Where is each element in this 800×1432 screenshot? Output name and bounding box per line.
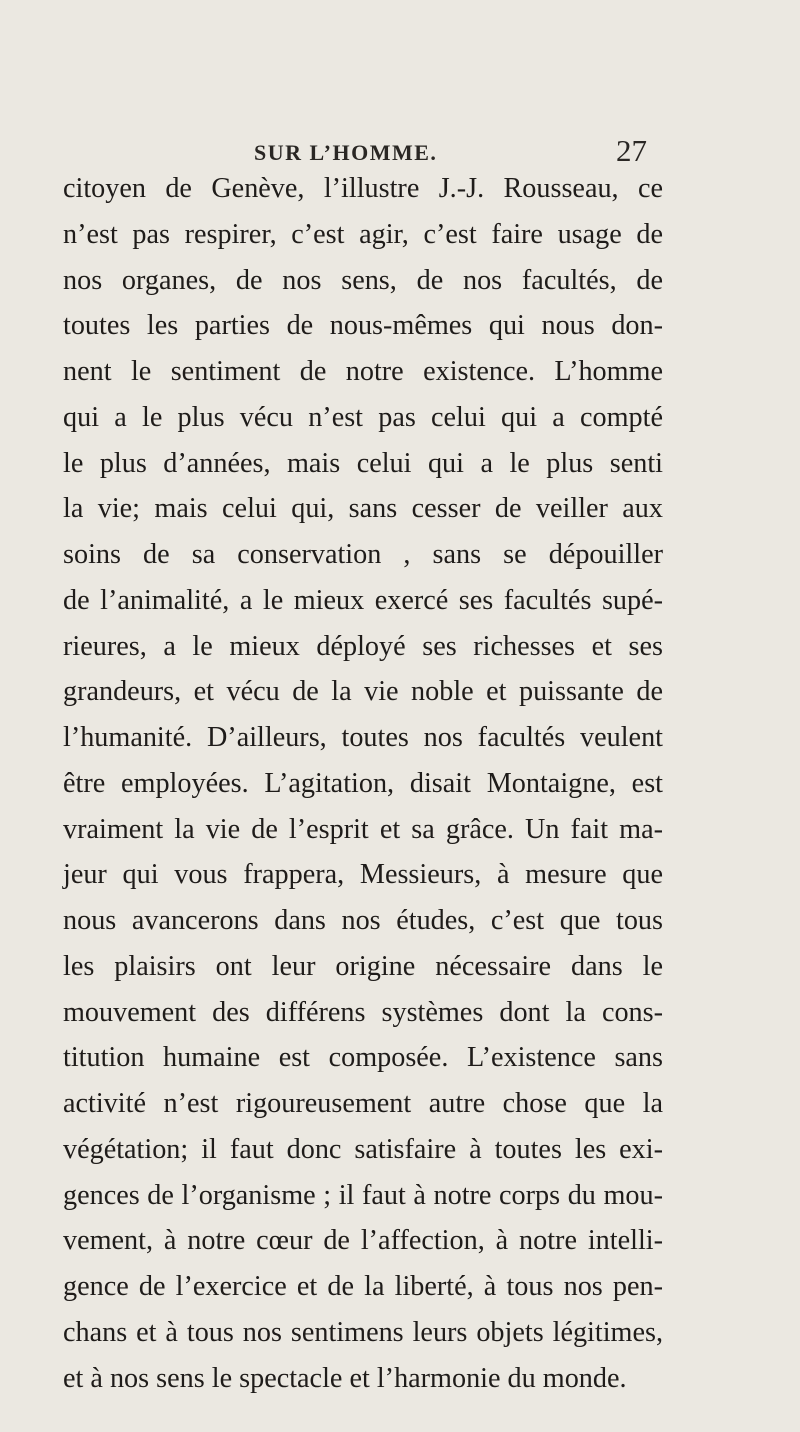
text-line: nent le sentiment de notre existence. L’homme xyxy=(63,356,663,387)
text-line: les plaisirs ont leur origine nécessaire dans le xyxy=(63,950,663,982)
text-line: titution humaine est composée. L’existence sans xyxy=(63,1042,663,1074)
text-line: n’est pas respirer, c’est agir, c’est faire usage de xyxy=(63,218,663,250)
text-line: rieures, a le mieux déployé ses richesses et ses xyxy=(63,630,663,662)
text-line: grandeurs, et vécu de la vie noble et puissante de xyxy=(63,676,663,708)
text-line: nos organes, de nos sens, de nos facultés, de xyxy=(63,264,663,296)
text-line: le plus d’années, mais celui qui a le plus senti xyxy=(63,447,663,479)
text-line: et à nos sens le spectacle et l’harmonie du monde. xyxy=(63,1362,627,1394)
text-line: être employées. L’agitation, disait Montaigne, est xyxy=(63,767,663,799)
page-number: 27 xyxy=(616,133,647,168)
text-line: soins de sa conservation , sans se dépouiller xyxy=(63,539,663,570)
running-head: SUR L’HOMME. xyxy=(254,140,438,165)
text-line: de l’animalité, a le mieux exercé ses facultés supé- xyxy=(63,584,663,616)
body-text xyxy=(63,166,663,1401)
text-line: vraiment la vie de l’esprit et sa grâce. Un fait ma- xyxy=(63,813,663,845)
text-line: jeur qui vous frappera, Messieurs, à mesure que xyxy=(63,859,663,891)
text-line: gence de l’exercice et de la liberté, à tous nos pen- xyxy=(63,1271,663,1302)
text-line: l’humanité. D’ailleurs, toutes nos facultés veulent xyxy=(63,722,663,753)
text-line: mouvement des différens systèmes dont la cons- xyxy=(63,996,663,1028)
text-line: végétation; il faut donc satisfaire à toutes les exi- xyxy=(63,1133,663,1165)
text-line: citoyen de Genève, l’illustre J.-J. Rousseau, ce xyxy=(63,173,663,204)
text-line: nous avancerons dans nos études, c’est que tous xyxy=(63,905,663,936)
text-line: vement, à notre cœur de l’affection, à notre intelli- xyxy=(63,1225,663,1257)
text-line: toutes les parties de nous-mêmes qui nous don- xyxy=(63,310,663,342)
text-line: gences de l’organisme ; il faut à notre corps du mou- xyxy=(63,1179,663,1211)
text-line: la vie; mais celui qui, sans cesser de veiller aux xyxy=(63,493,663,525)
text-line: chans et à tous nos sentimens leurs objets légitimes, xyxy=(63,1316,663,1348)
text-line: activité n’est rigoureusement autre chose que la xyxy=(63,1088,663,1119)
text-line: qui a le plus vécu n’est pas celui qui a compté xyxy=(63,401,663,433)
